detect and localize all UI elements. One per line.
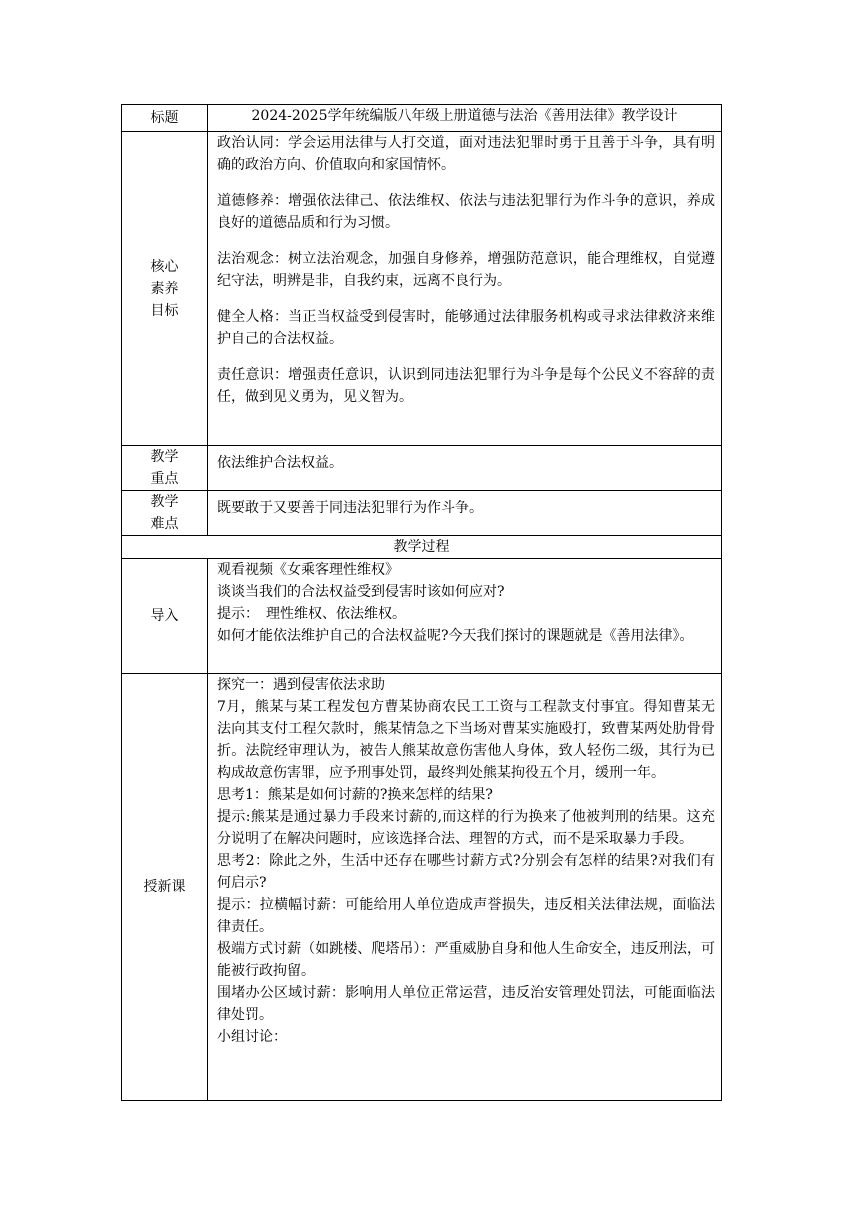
key-point-label-line: 教学 xyxy=(150,449,179,465)
intro-line: 观看视频《女乘客理性维权》 xyxy=(217,562,399,578)
process-heading-row xyxy=(122,536,722,559)
new-lesson-row xyxy=(122,674,722,1101)
key-point-text: 依法维护合法权益。 xyxy=(208,446,722,491)
question-1: 思考1：熊某是如何讨薪的?换来怎样的结果? xyxy=(217,787,493,803)
core-goals-row xyxy=(122,132,722,446)
hint-2-extreme: 极端方式讨薪（如跳楼、爬塔吊）：严重威胁自身和他人生命安全，违反刑法，可能被行政拘留。 xyxy=(217,941,715,979)
goal-responsibility: 责任意识：增强责任意识，认识到同违法犯罪行为斗争是每个公民义不容辞的责任，做到见义勇为，见义智为。 xyxy=(217,367,715,405)
hint-2-blockade: 围堵办公区域讨薪：影响用人单位正常运营，违反治安管理处罚法，可能面临法律处罚。 xyxy=(217,985,715,1023)
goal-moral-cultivation: 道德修养：增强依法律己、依法维权、依法与违法犯罪行为作斗争的意识，养成良好的道德品质和行为习惯。 xyxy=(217,193,715,231)
key-point-row xyxy=(122,446,722,491)
difficulty-row xyxy=(122,491,722,536)
core-goals-label-line: 目标 xyxy=(150,302,179,319)
intro-label: 导入 xyxy=(122,559,208,674)
title-text: 2024-2025学年统编版八年级上册道德与法治《善用法律》教学设计 xyxy=(208,105,722,132)
title-row xyxy=(122,105,722,132)
hint-2-banner: 提示：拉横幅讨薪：可能给用人单位造成声誉损失，违反相关法律法规，面临法律责任。 xyxy=(217,897,715,935)
new-lesson-content xyxy=(208,674,722,1101)
group-discussion: 小组讨论： xyxy=(217,1029,287,1045)
goal-political-identity: 政治认同：学会运用法律与人打交道，面对违法犯罪时勇于且善于斗争，具有明确的政治方向、价值取向和家国情怀。 xyxy=(217,135,715,173)
explore-heading: 探究一：遇到侵害依法求助 xyxy=(217,677,385,693)
difficulty-label xyxy=(122,491,208,536)
case-paragraph: 7月，熊某与某工程发包方曹某协商农民工工资与工程款支付事宜。得知曹某无法向其支付工程欠款时，熊某情急之下当场对曹某实施殴打，致曹某两处肋骨骨折。法院经审理认为，被告人熊某故意伤害他人身体，致人轻伤二级，其行为已构成故意伤害罪，应予刑事处罚，最终判处熊某拘役五个月，缓刑一年。 xyxy=(217,699,715,781)
intro-row xyxy=(122,559,722,674)
difficulty-label-line: 教学 xyxy=(150,494,179,510)
intro-line: 如何才能依法维护自己的合法权益呢?今天我们探讨的课题就是《善用法律》。 xyxy=(217,628,694,644)
question-2: 思考2：除此之外，生活中还存在哪些讨薪方式?分别会有怎样的结果?对我们有何启示? xyxy=(217,853,715,891)
difficulty-text: 既要敢于又要善于同违法犯罪行为作斗争。 xyxy=(208,491,722,536)
core-goals-label-line: 核心 xyxy=(150,258,179,275)
lesson-plan-table xyxy=(121,104,722,1101)
key-point-label-line: 重点 xyxy=(150,471,179,487)
difficulty-label-line: 难点 xyxy=(150,516,179,532)
process-heading: 教学过程 xyxy=(122,536,722,559)
new-lesson-label: 授新课 xyxy=(122,674,208,1101)
core-goals-label-line: 素养 xyxy=(150,280,179,297)
title-label: 标题 xyxy=(122,105,208,132)
intro-content xyxy=(208,559,722,674)
core-goals-content xyxy=(208,132,722,446)
intro-line: 提示： 理性维权、依法维权。 xyxy=(217,606,406,622)
hint-1: 提示:熊某是通过暴力手段来讨薪的,而这样的行为换来了他被判刑的结果。这充分说明了在解决问题时，应该选择合法、理智的方式，而不是采取暴力手段。 xyxy=(217,809,715,847)
goal-sound-personality: 健全人格：当正当权益受到侵害时，能够通过法律服务机构或寻求法律救济来维护自己的合法权益。 xyxy=(217,309,715,347)
core-goals-label xyxy=(122,132,208,446)
key-point-label xyxy=(122,446,208,491)
goal-rule-of-law: 法治观念：树立法治观念，加强自身修养，增强防范意识，能合理维权，自觉遵纪守法，明辨是非，自我约束，远离不良行为。 xyxy=(217,251,715,289)
intro-line: 谈谈当我们的合法权益受到侵害时该如何应对? xyxy=(217,584,505,600)
